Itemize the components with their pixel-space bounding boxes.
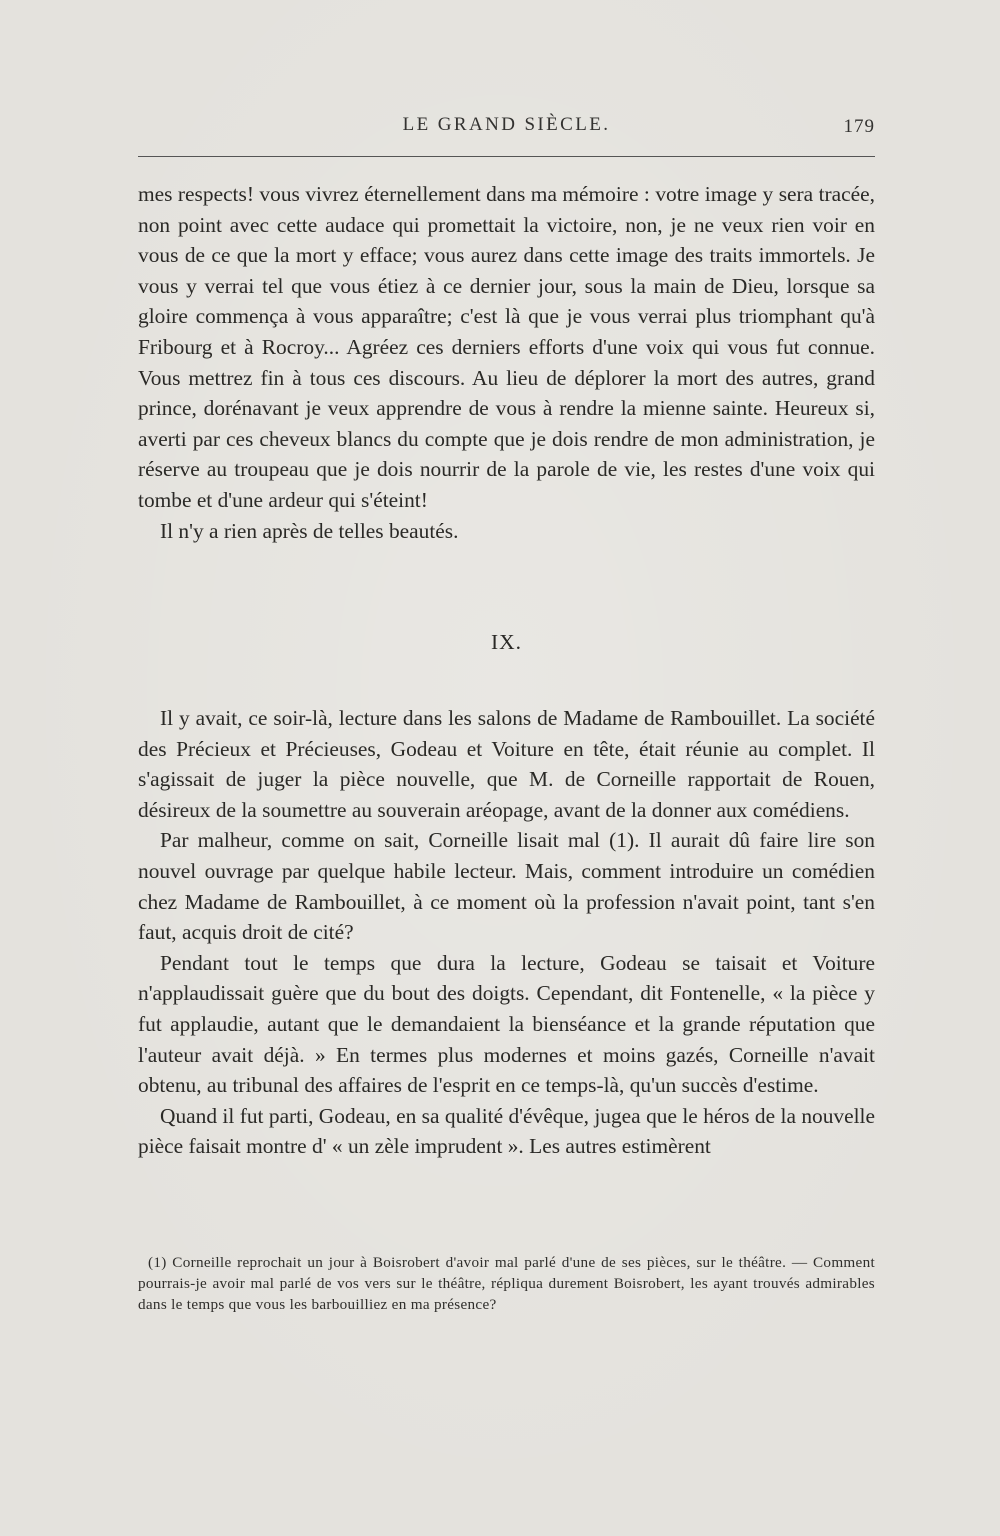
section-paragraph: Il y avait, ce soir-là, lecture dans les salons de Madame de Rambouillet. La société des Précieux et Précieuses, Godeau et Voiture en tête, était réunie au complet. Il s'agissait de juger la pièce nouvelle, que M. de Corneille rapportait de Rouen, désireux de la soumettre au souverain aréopage, avant de la donner aux comédiens.: [138, 706, 875, 822]
page-number: 179: [843, 116, 875, 137]
running-head: [138, 112, 875, 142]
footnote-text: (1) Corneille reprochait un jour à Boisrobert d'avoir mal parlé d'une de ses pièces, sur le théâtre. — Comment pourrais-je avoir mal parlé de vos vers sur le théâtre, répliqua durement Boisrobert, les ayant trouvés admirables dans le temps que vous les barbouilliez en ma présence?: [138, 1254, 875, 1314]
paragraph-closing-remark: Il n'y a rien après de telles beautés.: [160, 518, 459, 543]
section-paragraph: Quand il fut parti, Godeau, en sa qualité d'évêque, jugea que le héros de la nouvelle pièce faisait montre d' « un zèle imprudent ». Les autres estimèrent: [138, 1103, 875, 1159]
running-title: LE GRAND SIÈCLE.: [402, 114, 611, 135]
header-rule: [138, 156, 875, 157]
section-paragraph: Par malheur, comme on sait, Corneille lisait mal (1). Il aurait dû faire lire son nouvel ouvrage par quelque habile lecteur. Mais, comment introduire un comédien chez Madame de Rambouillet, à ce moment où la profession n'avait point, tant s'en faut, acquis droit de cité?: [138, 828, 875, 945]
paragraph-continuation: mes respects! vous vivrez éternellement dans ma mémoire : votre image y sera tracée, non point avec cette audace qui promettait la victoire, non, je ne veux rien voir en vous de ce que la mort y efface; vous aurez dans cette image des traits immortels. Je vous y verrai tel que vous étiez à ce dernier jour, sous la main de Dieu, lorsque sa gloire commença à vous apparaître; c'est là que je vous verrai plus triomphant qu'à Fribourg et à Rocroy... Agréez ces derniers efforts d'une voix qui vous fut connue. Vous mettrez fin à tous ces discours. Au lieu de déplorer la mort des autres, grand prince, dorénavant je veux apprendre de vous à rendre la mienne sainte. Heureux si, averti par ces cheveux blancs du compte que je dois rendre de mon administration, je réserve au troupeau que je dois nourrir de la parole de vie, les restes d'une voix qui tombe et d'une ardeur qui s'éteint!: [138, 182, 875, 512]
continued-text: [138, 179, 875, 546]
section-text: [138, 703, 875, 1162]
section-number: IX.: [490, 630, 523, 654]
footnote: [138, 1252, 875, 1316]
section-paragraph: Pendant tout le temps que dura la lecture, Godeau se taisait et Voiture n'applaudissait guère que du bout des doigts. Cependant, dit Fontenelle, « la pièce y fut applaudie, autant que le demandaient la bienséance et la grande réputation que l'auteur avait déjà. » En termes plus modernes et moins gazés, Corneille n'avait obtenu, au tribunal des affaires de l'esprit en ce temps-là, qu'un succès d'estime.: [138, 950, 875, 1098]
